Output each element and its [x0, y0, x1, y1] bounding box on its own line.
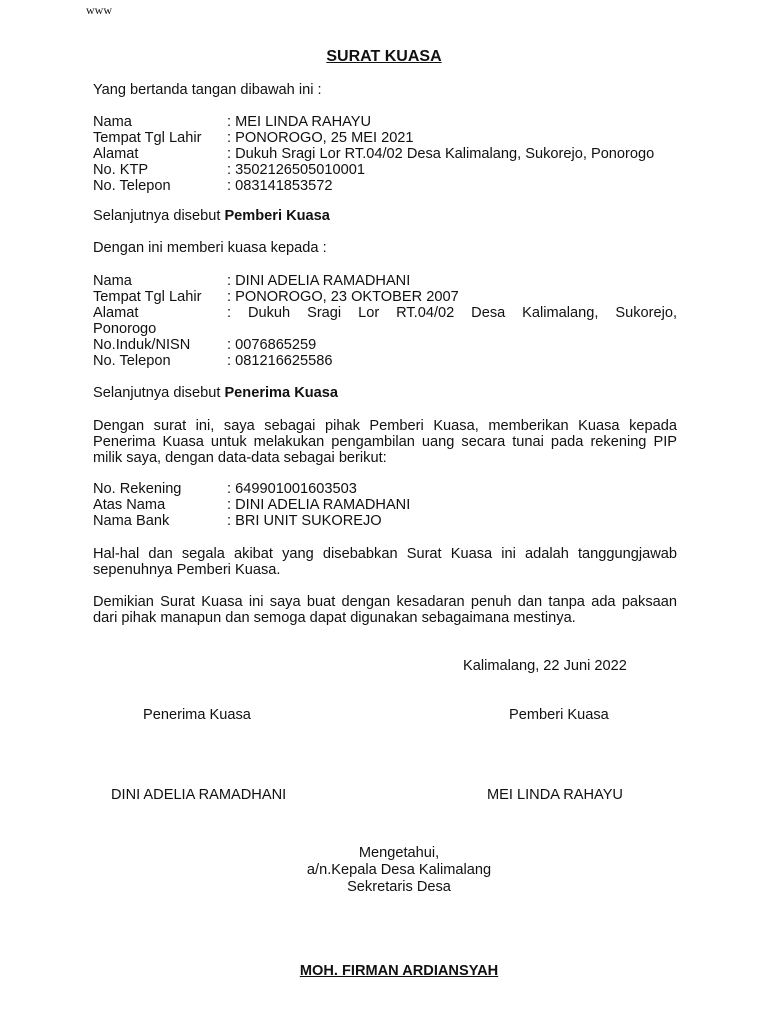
account-details [93, 481, 677, 529]
acknowledge-authority: a/n.Kepala Desa Kalimalang [306, 862, 492, 878]
giver-phone-row [93, 178, 677, 194]
bank-name-row [93, 513, 677, 529]
field-label: Alamat [93, 305, 139, 321]
field-value: : BRI UNIT SUKOREJO [227, 513, 382, 529]
closing-paragraph: Demikian Surat Kuasa ini saya buat dengan kesadaran penuh dan tanpa ada paksaan dari pihak manapun dan semoga dapat digunakan sebagaimana mestinya. [93, 594, 677, 626]
field-label: Alamat [93, 146, 139, 162]
to-line: Dengan ini memberi kuasa kepada : [93, 240, 327, 256]
designation-bold: Pemberi Kuasa [224, 208, 330, 224]
responsibility-paragraph: Hal-hal dan segala akibat yang disebabkan Surat Kuasa ini adalah tanggungjawab sepenuhnya Pemberi Kuasa. [93, 546, 677, 578]
designation-prefix: Selanjutnya disebut [93, 208, 225, 224]
receiver-nisn-row [93, 337, 677, 353]
field-value: : 0076865259 [227, 337, 317, 353]
field-label: No. Telepon [93, 178, 171, 194]
field-label: Tempat Tgl Lahir [93, 130, 202, 146]
field-value: : 3502126505010001 [227, 162, 365, 178]
field-label: Nama Bank [93, 513, 170, 529]
giver-signatory-name: MEI LINDA RAHAYU [487, 787, 623, 803]
giver-birth-row [93, 130, 677, 146]
field-value: : DINI ADELIA RAMADHANI [227, 273, 411, 289]
field-label: Atas Nama [93, 497, 166, 513]
address-continuation: Ponorogo [93, 321, 157, 337]
acknowledge-line: Mengetahui, [358, 845, 440, 861]
field-label: Tempat Tgl Lahir [93, 289, 202, 305]
receiver-designation [93, 385, 677, 401]
field-value: : 083141853572 [227, 178, 333, 194]
receiver-birth-row [93, 289, 677, 305]
field-label: No. Telepon [93, 353, 171, 369]
field-value: : Dukuh Sragi Lor RT.04/02 Desa Kalimalang, Sukorejo, [227, 305, 677, 321]
field-label: No.Induk/NISN [93, 337, 191, 353]
giver-designation [93, 208, 677, 224]
field-value: : MEI LINDA RAHAYU [227, 114, 372, 130]
field-value: : PONOROGO, 25 MEI 2021 [227, 130, 414, 146]
field-label: No. KTP [93, 162, 149, 178]
account-number-row [93, 481, 677, 497]
field-value: : DINI ADELIA RAMADHANI [227, 497, 411, 513]
receiver-details [93, 273, 677, 369]
document-title: SURAT KUASA [326, 48, 442, 65]
field-value: : PONOROGO, 23 OKTOBER 2007 [227, 289, 459, 305]
designation-bold: Penerima Kuasa [224, 385, 339, 401]
body-paragraph: Dengan surat ini, saya sebagai pihak Pemberi Kuasa, memberikan Kuasa kepada Penerima Kuasa untuk melakukan pengambilan uang secara tunai pada rekening PIP milik saya, dengan data-data sebagai berikut: [93, 418, 677, 466]
field-label: Nama [93, 273, 132, 289]
giver-ktp-row [93, 162, 677, 178]
receiver-address-cont-row [93, 321, 677, 337]
receiver-signatory-name: DINI ADELIA RAMADHANI [111, 787, 287, 803]
designation-prefix: Selanjutnya disebut [93, 385, 225, 401]
intro-line: Yang bertanda tangan dibawah ini : [93, 82, 322, 98]
receiver-role-label: Penerima Kuasa [143, 707, 251, 723]
receiver-address-row [93, 305, 677, 321]
place-date: Kalimalang, 22 Juni 2022 [463, 658, 627, 674]
acknowledge-position: Sekretaris Desa [347, 879, 451, 895]
receiver-name-row [93, 273, 677, 289]
giver-details [93, 114, 677, 194]
acknowledge-signatory-name: MOH. FIRMAN ARDIANSYAH [299, 963, 499, 979]
field-label: No. Rekening [93, 481, 182, 497]
field-value: : 649901001603503 [227, 481, 357, 497]
giver-role-label: Pemberi Kuasa [509, 707, 609, 723]
field-value: : Dukuh Sragi Lor RT.04/02 Desa Kalimalang, Sukorejo, Ponorogo [227, 146, 655, 162]
giver-name-row [93, 114, 677, 130]
field-value: : 081216625586 [227, 353, 333, 369]
receiver-phone-row [93, 353, 677, 369]
account-holder-row [93, 497, 677, 513]
giver-address-row [93, 146, 677, 162]
field-label: Nama [93, 114, 132, 130]
corner-mark: www [86, 3, 112, 17]
